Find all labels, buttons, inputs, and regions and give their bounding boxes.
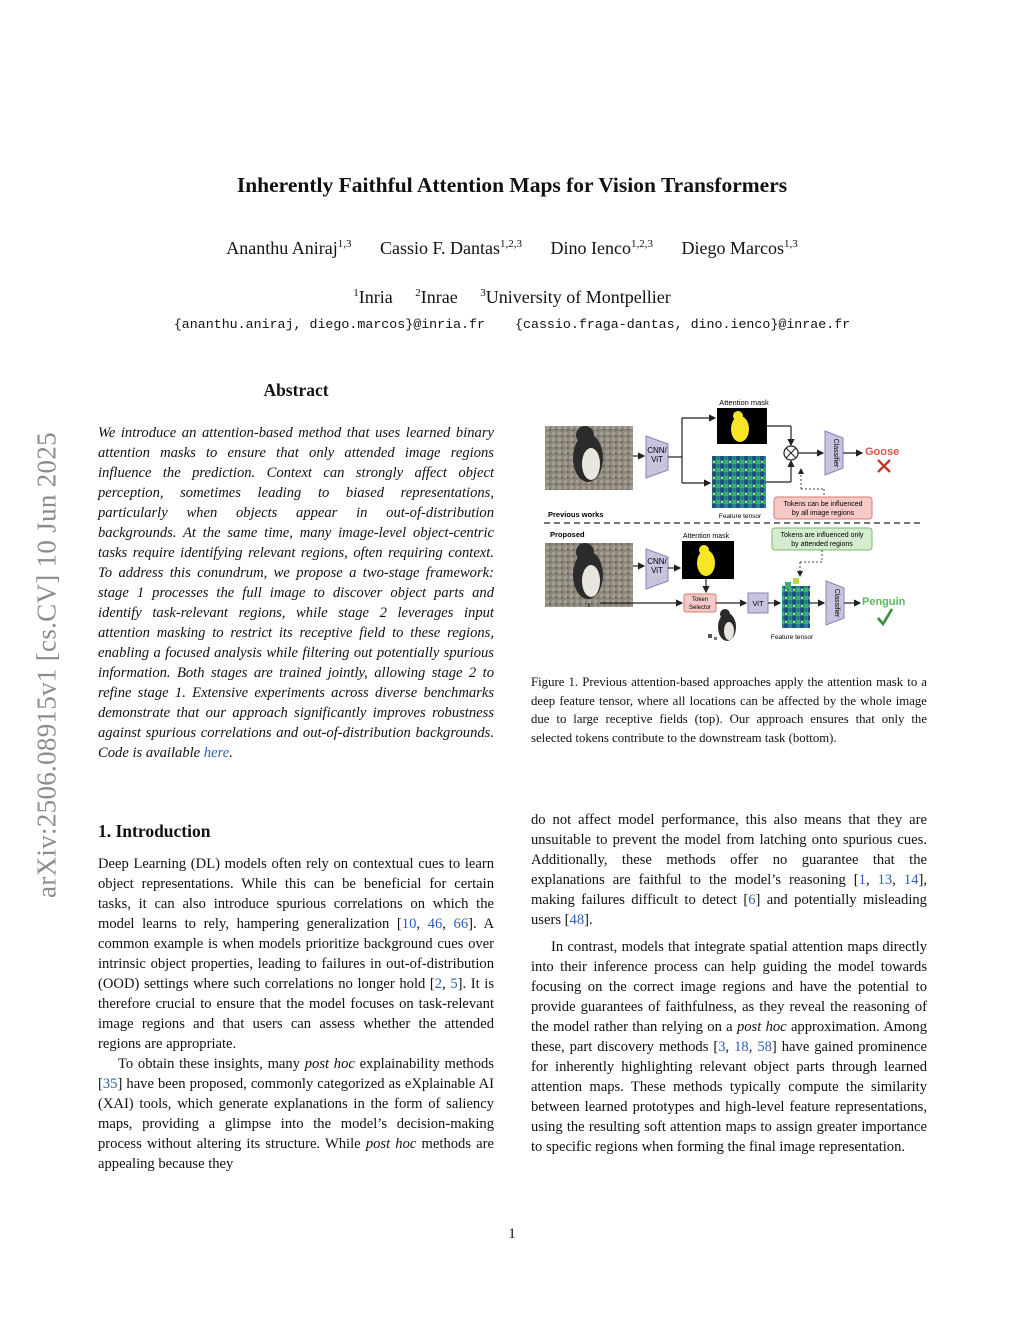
feature-tensor-bottom <box>782 578 810 628</box>
citation-link[interactable]: 14 <box>903 872 919 888</box>
citation-link[interactable]: 35 <box>102 1076 118 1092</box>
penguin-photo-bottom <box>545 543 633 607</box>
paragraph: To obtain these insights, many post hoc explainability methods [35] have been proposed, commonly categorized as eXplainable AI (XAI) tools, which generate explanations in the form of saliency maps, providing a glimpse into the model’s decision-making process without altering its structure. While post hoc methods are appealing because they <box>98 1056 494 1172</box>
tokens-all-text: Tokens can be influenced <box>783 501 863 508</box>
email-list <box>0 317 1024 332</box>
feature-tensor-label: Feature tensor <box>770 634 814 641</box>
cnn-vit-label: CNN/ <box>647 446 667 455</box>
email: {cassio.fraga-dantas, dino.ienco}@inrae.fr <box>515 317 851 332</box>
intro-right-column <box>531 810 927 1157</box>
citation-link[interactable]: 6 <box>748 892 756 908</box>
cnn-vit-label: ViT <box>651 455 663 464</box>
attention-mask-label: Attention mask <box>682 533 730 540</box>
citation-link[interactable]: 5 <box>450 976 458 992</box>
tokens-attended-text: by attended regions <box>791 541 853 548</box>
citation-link[interactable]: 10 <box>401 916 417 932</box>
citation-link[interactable]: 46 <box>427 916 443 932</box>
vit-label: ViT <box>752 599 764 608</box>
figure-1-diagram <box>540 396 924 648</box>
previous-works-label: Previous works <box>548 510 604 519</box>
classifier-label: Classifier <box>832 438 839 468</box>
tokens-attended-text: Tokens are influenced only <box>780 532 864 539</box>
citation-link[interactable]: 13 <box>877 872 893 888</box>
attention-mask-label: Attention mask <box>719 398 769 407</box>
cross-icon <box>878 460 890 472</box>
abstract-text: We introduce an attention-based method that uses learned binary attention masks to ensure that only attended image regions influence the prediction. Context can strongly affect object perception, sometimes leading to biased representations, particularly when objects appear in out-of-distribution backgrounds. At the same time, many image-level object-centric tasks require identifying relevant regions, often requiring context. To address this conundrum, we propose a two-stage framework: stage 1 processes the full image to discover object parts and identify task-relevant regions, while stage 2 leverages input attention masking to restrict its receptive field to these regions, enabling a focused analysis while filtering out potentially spurious information. Both stages are trained jointly, allowing stage 2 to refine stage 1. Extensive experiments across diverse benchmarks demonstrate that our approach significantly improves robustness against spurious correlations and out-of-distribution backgrounds. Code is available here. <box>98 425 494 761</box>
intro-left-column <box>98 854 494 1174</box>
proposed-label: Proposed <box>550 530 585 539</box>
paragraph: do not affect model performance, this also means that they are unsuitable to prevent the model from latching onto spurious cues. Additionally, these methods offer no guarantee that the explanations are faithful to the model’s reasoning [1, 13, 14], making failures difficult to detect [6] and potentially misleading users [48]. <box>531 812 927 928</box>
affiliation-list <box>0 287 1024 308</box>
feature-tensor-top <box>712 456 766 508</box>
tokens-all-text: by all image regions <box>791 510 855 517</box>
paragraph: Deep Learning (DL) models often rely on contextual cues to learn object representations. While this can be beneficial for certain tasks, it can also introduce spurious correlations on which the model learns to rely, hampering generalization [10, 46, 66]. A common example is when models prioritize background cues over intrinsic object properties, leading to failures in out-of-distribution (OOD) settings where such correlations no longer hold [2, 5]. It is therefore crucial to ensure that the model focuses on task-relevant image regions and that users can assess whether the attended regions are appropriate. <box>98 856 494 1052</box>
citation-link[interactable]: 3 <box>718 1039 726 1055</box>
author-list <box>0 238 1024 259</box>
penguin-label: Penguin <box>862 596 906 608</box>
affiliation: $^2$Inrae <box>415 287 458 307</box>
arxiv-sidebar <box>22 370 72 960</box>
author: Dino Ienco$^{1,2,3}$ <box>550 238 654 258</box>
attention-mask-top <box>717 408 767 444</box>
cnn-vit-label: ViT <box>651 566 663 575</box>
token-selector-label: Token <box>691 597 709 603</box>
paragraph: In contrast, models that integrate spatial attention maps directly into their inference process can help guiding the model towards focusing on the correct image regions and have the potential to provide guarantees of faithfulness, as they reveal the reasoning of the model rather than relying on a post hoc approximation. Among these, part discovery methods [3, 18, 58] have gained prominence for inherently highlighting relevant object parts through learned attention maps. These methods typically compute the similarity between learned prototypes and high-level feature representations, using the resulting soft attention maps to assign greater importance to specific regions when forming the final image representation. <box>531 939 927 1155</box>
citation-link[interactable]: 66 <box>453 916 469 932</box>
author: Diego Marcos$^{1,3}$ <box>681 238 798 258</box>
citation-link[interactable]: 48 <box>569 912 585 928</box>
penguin-photo-top <box>545 426 633 490</box>
classifier-label: Classifier <box>833 588 840 618</box>
code-link[interactable]: here <box>203 745 230 761</box>
abstract-heading: Abstract <box>263 380 329 400</box>
citation-link[interactable]: 2 <box>434 976 443 992</box>
author: Ananthu Aniraj$^{1,3}$ <box>226 238 352 258</box>
citation-link[interactable]: 1 <box>858 872 866 888</box>
section-heading-introduction: 1. Introduction <box>98 821 211 841</box>
paper-title: Inherently Faithful Attention Maps for Vision Transformers <box>236 173 788 197</box>
goose-label: Goose <box>865 446 900 458</box>
author: Cassio F. Dantas$^{1,2,3}$ <box>379 238 523 258</box>
citation-link[interactable]: 58 <box>757 1039 772 1055</box>
multiply-icon <box>784 446 798 460</box>
attention-mask-bottom <box>682 541 734 579</box>
feature-tensor-label: Feature tensor <box>718 513 762 520</box>
selected-tokens-penguin <box>708 609 736 641</box>
cnn-vit-label: CNN/ <box>647 557 667 566</box>
token-selector-label: Selector <box>688 605 712 611</box>
figure-1-caption: Figure 1. Previous attention-based approaches apply the attention mask to a deep feature tensor, where all locations can be affected by the whole image due to large receptive fields (top). Our approach ensures that only the selected tokens contribute to the downstream task (bottom). <box>531 675 927 745</box>
check-icon <box>878 609 892 624</box>
citation-link[interactable]: 18 <box>734 1039 749 1055</box>
affiliation: $^1$Inria <box>353 287 393 307</box>
page-number: 1 <box>508 1226 516 1242</box>
affiliation: $^3$University of Montpellier <box>480 287 671 307</box>
email: {ananthu.aniraj, diego.marcos}@inria.fr <box>173 317 486 332</box>
arxiv-id: arXiv:2506.08915v1 [cs.CV] 10 Jun 2025 <box>31 432 62 898</box>
